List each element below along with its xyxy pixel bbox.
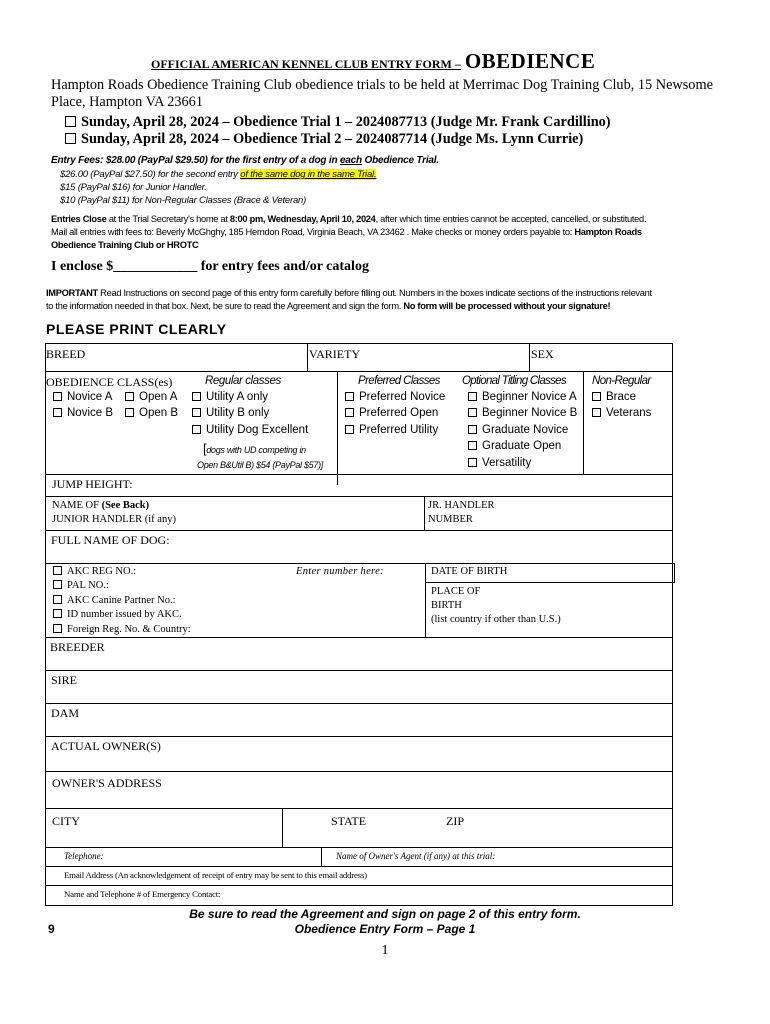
variety-field[interactable]: VARIETY [309, 347, 361, 361]
closing-text-3: Mail all entries with fees to: Beverly McGhghy, 185 Herndon Road, Virginia Beach, VA 23462 . Make checks or money orders payable to: [51, 227, 575, 237]
veterans-option[interactable] [592, 407, 651, 419]
optional-titling-heading: Optional Titling Classes [462, 375, 566, 387]
pref-novice-label: Preferred Novice [359, 391, 446, 403]
grad-novice-checkbox[interactable] [468, 425, 477, 434]
open-b-label: Open B [139, 407, 178, 419]
closing-line-1 [51, 214, 646, 224]
brace-option[interactable] [592, 391, 636, 403]
pref-utility-option[interactable] [345, 424, 438, 436]
fees-highlight: of the same dog in the same Trial. [240, 169, 377, 180]
state-field[interactable]: STATE [331, 814, 367, 828]
beg-novice-b-option[interactable] [468, 407, 577, 419]
pref-open-option[interactable] [345, 407, 438, 419]
pal-no-checkbox[interactable] [53, 580, 62, 589]
fees-line-4: $10 (PayPal $11) for Non-Regular Classes (Brace & Veteran) [60, 195, 307, 206]
closing-bold-3: Hampton Roads [574, 227, 642, 237]
akc-reg-option[interactable] [53, 566, 136, 577]
id-number-checkbox[interactable] [53, 609, 62, 618]
novice-a-label: Novice A [67, 391, 113, 403]
beg-novice-b-checkbox[interactable] [468, 408, 477, 417]
grad-novice-option[interactable] [468, 424, 568, 436]
open-a-checkbox[interactable] [125, 392, 134, 401]
versatility-option[interactable] [468, 457, 531, 469]
owner-address-field[interactable]: OWNER'S ADDRESS [52, 776, 162, 790]
versatility-label: Versatility [482, 457, 532, 469]
akc-reg-label: AKC REG NO.: [67, 566, 137, 577]
novice-b-option[interactable] [53, 407, 113, 419]
trial-2-option[interactable] [65, 131, 583, 148]
fees-line-2-a: $26.00 (PayPal $27.50) for the second entry [60, 169, 241, 180]
title-obedience: OBEDIENCE [464, 49, 596, 73]
owners-agent-field[interactable]: Name of Owner's Agent (if any) at this trial: [336, 851, 496, 861]
grad-novice-label: Graduate Novice [482, 424, 569, 436]
grad-open-checkbox[interactable] [468, 441, 477, 450]
trial-2-checkbox[interactable] [65, 133, 76, 144]
location-line-2: Place, Hampton VA 23661 [51, 94, 203, 110]
fees-line-3: $15 (PayPal $16) for Junior Handler. [60, 182, 207, 193]
fees-each: each [339, 155, 362, 166]
novice-a-option[interactable] [53, 391, 112, 403]
regular-classes-heading: Regular classes [205, 375, 281, 387]
see-back-text: (See Back) [101, 500, 150, 511]
junior-handler-name-label [52, 500, 149, 511]
actual-owner-field[interactable]: ACTUAL OWNER(S) [51, 739, 161, 753]
utility-b-checkbox[interactable] [192, 408, 201, 417]
agreement-note: Be sure to read the Agreement and sign on page 2 of this entry form. [189, 907, 581, 921]
sex-field[interactable]: SEX [531, 347, 554, 361]
place-of-birth-label-1: PLACE OF [431, 586, 481, 597]
utility-a-checkbox[interactable] [192, 392, 201, 401]
trial-1-checkbox[interactable] [65, 116, 76, 127]
pref-open-label: Preferred Open [359, 407, 439, 419]
emergency-contact-field[interactable]: Name and Telephone # of Emergency Contact: [64, 889, 221, 899]
open-a-option[interactable] [125, 391, 177, 403]
open-b-option[interactable] [125, 407, 178, 419]
form-title [151, 49, 595, 74]
date-of-birth-field[interactable]: DATE OF BIRTH [431, 566, 508, 577]
closing-line-3: Obedience Training Club or HROTC [51, 240, 199, 250]
utility-b-label: Utility B only [206, 407, 270, 419]
closing-line-2 [51, 227, 642, 237]
city-field[interactable]: CITY [52, 814, 80, 828]
location-line-1: Hampton Roads Obedience Training Club obedience trials to be held at Merrimac Dog Training Club, 15 Newsome [51, 77, 713, 93]
utility-a-option[interactable] [192, 391, 268, 403]
fees-line-1-a: Entry Fees: $28.00 (PayPal $29.50) for the first entry of a dog in [51, 155, 340, 166]
foreign-reg-option[interactable] [53, 624, 191, 635]
full-name-of-dog-field[interactable]: FULL NAME OF DOG: [51, 533, 170, 547]
pref-utility-checkbox[interactable] [345, 425, 354, 434]
pref-utility-label: Preferred Utility [359, 424, 439, 436]
form-page-label: Obedience Entry Form – Page 1 [294, 922, 476, 936]
open-a-label: Open A [139, 391, 178, 403]
closing-bold-2: 8:00 pm, Wednesday, April 10, 2024 [229, 214, 376, 224]
akc-partner-option[interactable] [53, 595, 175, 606]
brace-checkbox[interactable] [592, 392, 601, 401]
important-line-2 [46, 301, 610, 311]
utility-excellent-option[interactable] [192, 424, 308, 436]
important-bold-2: No form will be processed without your signature! [403, 301, 611, 311]
enclose-line: I enclose $____________ for entry fees and/or catalog [51, 259, 369, 274]
ud-note-1: [dogs with UD competing in [203, 441, 306, 456]
enter-number-label: Enter number here: [296, 566, 384, 577]
fees-line-1-b: Obedience Trial. [361, 155, 439, 166]
page-number: 1 [381, 943, 389, 958]
fees-line-1 [51, 155, 439, 166]
closing-text-2: , after which time entries cannot be accepted, cancelled, or substituted. [375, 214, 647, 224]
beg-novice-a-checkbox[interactable] [468, 392, 477, 401]
obedience-class-label: OBEDIENCE CLASS(es) [46, 375, 173, 389]
dam-field[interactable]: DAM [51, 706, 80, 720]
important-bold: IMPORTANT [46, 288, 98, 298]
important-line-1 [46, 288, 652, 298]
breeder-field[interactable]: BREEDER [50, 640, 105, 654]
email-field[interactable]: Email Address (An acknowledgement of receipt of entry may be sent to this email address) [64, 870, 367, 880]
junior-handler-if-any: JUNIOR HANDLER (if any) [52, 514, 176, 525]
foreign-reg-checkbox[interactable] [53, 624, 62, 633]
trial-2-label: Sunday, April 28, 2024 – Obedience Trial 2 – 2024087714 (Judge Ms. Lynn Currie) [81, 131, 584, 147]
utility-a-label: Utility A only [206, 391, 268, 403]
utility-b-option[interactable] [192, 407, 269, 419]
grad-open-label: Graduate Open [482, 440, 562, 452]
closing-text-1: at the Trial Secretary's home at [106, 214, 230, 224]
veterans-checkbox[interactable] [592, 408, 601, 417]
versatility-checkbox[interactable] [468, 458, 477, 467]
breed-field[interactable]: BREED [46, 347, 86, 361]
utility-excellent-checkbox[interactable] [192, 425, 201, 434]
ud-note-2: Open B&Util B) $54 (PayPal $57)] [197, 460, 323, 470]
telephone-field[interactable]: Telephone: [64, 851, 104, 861]
pal-no-option[interactable] [53, 580, 109, 591]
pal-no-label: PAL NO.: [67, 580, 109, 591]
pref-novice-option[interactable] [345, 391, 445, 403]
name-of-text: NAME OF [52, 500, 102, 511]
jump-height-field[interactable]: JUMP HEIGHT: [52, 477, 133, 491]
jr-handler-number-label-2: NUMBER [428, 514, 473, 525]
novice-a-checkbox[interactable] [53, 392, 62, 401]
zip-field[interactable]: ZIP [446, 814, 464, 828]
trial-1-label: Sunday, April 28, 2024 – Obedience Trial 1 – 2024087713 (Judge Mr. Frank Cardillino) [81, 114, 611, 130]
important-text-1: Read Instructions on second page of this entry form carefully before filling out. Numbers in the boxes indicate sections of the instructions relevant [97, 288, 652, 298]
utility-excellent-label: Utility Dog Excellent [206, 424, 309, 436]
foreign-reg-label: Foreign Reg. No. & Country: [67, 624, 191, 635]
important-text-2: to the information needed in that box. Next, be sure to read the Agreement and sign the form. [46, 301, 404, 311]
closing-bold-1: Entries Close [51, 214, 107, 224]
beg-novice-a-option[interactable] [468, 391, 577, 403]
place-of-birth-label-2: BIRTH [431, 600, 462, 611]
veterans-label: Veterans [606, 407, 652, 419]
novice-b-checkbox[interactable] [53, 408, 62, 417]
novice-b-label: Novice B [67, 407, 114, 419]
non-regular-heading: Non-Regular [592, 375, 651, 387]
akc-partner-checkbox[interactable] [53, 595, 62, 604]
grad-open-option[interactable] [468, 440, 561, 452]
fees-line-2 [60, 169, 376, 180]
sire-field[interactable]: SIRE [51, 673, 78, 687]
pref-open-checkbox[interactable] [345, 408, 354, 417]
brace-label: Brace [606, 391, 637, 403]
beg-novice-a-label: Beginner Novice A [482, 391, 577, 403]
open-b-checkbox[interactable] [125, 408, 134, 417]
footer-page-marker: 9 [48, 922, 55, 936]
pref-novice-checkbox[interactable] [345, 392, 354, 401]
please-print-heading: PLEASE PRINT CLEARLY [46, 321, 227, 337]
preferred-classes-heading: Preferred Classes [358, 375, 440, 387]
id-number-label: ID number issued by AKC. [67, 609, 182, 620]
title-prefix: OFFICIAL AMERICAN KENNEL CLUB ENTRY FORM – [151, 57, 461, 71]
akc-reg-checkbox[interactable] [53, 566, 62, 575]
id-number-option[interactable] [53, 609, 182, 620]
beg-novice-b-label: Beginner Novice B [482, 407, 578, 419]
jr-handler-number-label-1: JR. HANDLER [428, 500, 495, 511]
akc-partner-label: AKC Canine Partner No.: [67, 595, 176, 606]
ud-note-1-text: dogs with UD competing in [206, 445, 306, 455]
trial-1-option[interactable] [65, 114, 611, 131]
place-of-birth-note: (list country if other than U.S.) [431, 614, 561, 625]
